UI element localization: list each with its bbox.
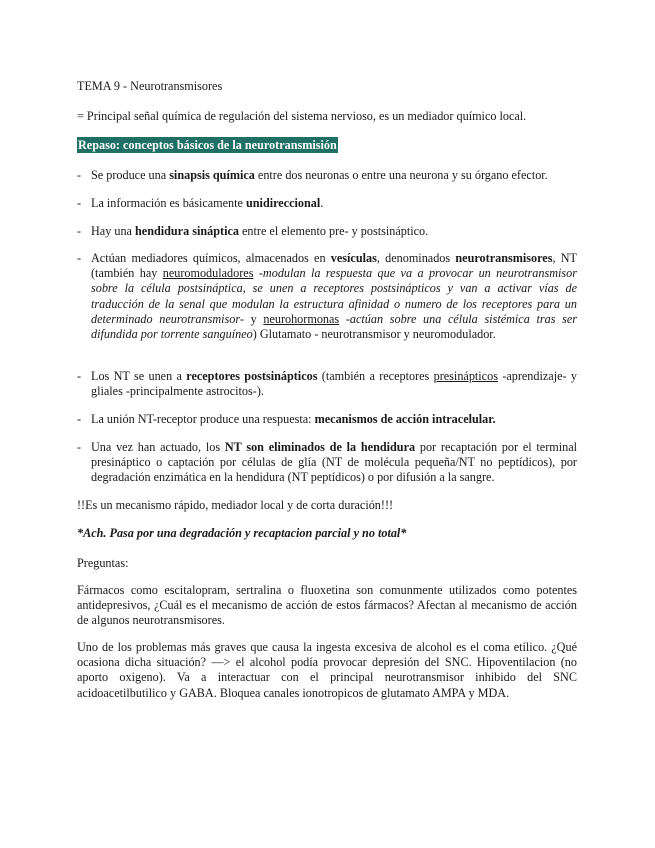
- bullet-item: [77, 369, 577, 399]
- bold-term: unidireccional: [246, 196, 321, 210]
- bullet-dash: -: [77, 412, 82, 426]
- bullet-item: [77, 251, 577, 342]
- bullet-text: Actúan mediadores químicos, almacenados en vesículas, denominados neurotransmisores, NT (también hay neuromoduladores -modulan la respuesta que va a provocar un neurotransmisor sobre la célula postsináptica, se unen a receptores postsinápticos y van a activar vías de traducción de la senal que modulan la estructura afinidad o numero de los receptores para un determinado neurotransmisor- y neurohormonas -actúan sobre una célula sistémica tras ser difundida por torrente sanguíneo) Glutamato - neurotransmisor y neuromodulador.: [91, 251, 578, 342]
- bullet-text: La unión NT-receptor produce una respuesta: mecanismos de acción intracelular.: [91, 412, 496, 426]
- note-line: *Ach. Pasa por una degradación y recaptacion parcial y no total*: [77, 526, 407, 540]
- bold-term: mecanismos de acción intracelular.: [314, 412, 496, 426]
- bullet-dash: -: [77, 224, 82, 238]
- question-paragraph: Uno de los problemas más graves que causa la ingesta excesiva de alcohol es el coma etílico. ¿Qué ocasiona dicha situación? —> el alcohol podía provocar depresión del SNC. Hipoventilacion (no aporto oxigeno). Va a interactuar con el principal neurotransmisor inhibido del SNC acidoacetilbutilico y GABA. Bloquea canales ionotropicos de glutamato AMPA y MDA.: [77, 640, 577, 700]
- bullet-dash: -: [77, 369, 82, 383]
- bullet-item: [77, 196, 577, 211]
- bullet-dash: -: [77, 168, 82, 182]
- italic-explanation: -modulan la respuesta que va a provocar un neurotransmisor sobre la célula postsináptica, se unen a receptores postsinápticos y van a activar vías de traducción de la senal que modulan la estructura afinidad o numero de los receptores para un determinado neurotransmisor-: [91, 266, 577, 326]
- bullet-dash: -: [77, 440, 82, 454]
- bullet-text: Hay una hendidura sináptica entre el elemento pre- y postsináptico.: [91, 224, 429, 238]
- bullet-text: Una vez han actuado, los NT son eliminados de la hendidura por recaptación por el terminal presináptico o captación por células de glía (NT de molécula pequeña/NT no peptídicos), por degradación enzimática en la hendidura (NT peptídicos) o por difusión a la sangre.: [91, 440, 578, 485]
- bullet-text: La información es básicamente unidireccional.: [91, 196, 324, 210]
- bullet-dash: -: [77, 196, 82, 210]
- bullet-dash: -: [77, 251, 82, 265]
- questions-label: Preguntas:: [77, 556, 129, 570]
- underlined-term: neurohormonas: [263, 311, 340, 326]
- question-paragraph: Fármacos como escitalopram, sertralina o fluoxetina son comunmente utilizados como potentes antidepresivos, ¿Cuál es el mecanismo de acción de estos fármacos? Afectan al mecanismo de acción de algunos neurotransmisores.: [77, 583, 577, 628]
- bullet-item: [77, 224, 577, 239]
- bold-term: neurotransmisores: [455, 251, 553, 265]
- bullet-item: [77, 440, 577, 486]
- bold-term: NT son eliminados de la hendidura: [224, 440, 416, 454]
- bullet-item: [77, 168, 577, 183]
- document-title: TEMA 9 - Neurotransmisores: [77, 79, 223, 93]
- underlined-term: neuromoduladores: [162, 266, 254, 281]
- bullet-text: Los NT se unen a receptores postsinápticos (también a receptores presinápticos -aprendizaje- y gliales -principalmente astrocitos-).: [91, 369, 577, 399]
- bold-term: hendidura sináptica: [135, 224, 239, 238]
- section-heading-row: [77, 138, 577, 153]
- section-heading: Repaso: conceptos básicos de la neurotransmisión: [78, 138, 337, 152]
- bullet-text: Se produce una sinapsis química entre dos neuronas o entre una neurona y su órgano efector.: [91, 168, 548, 182]
- italic-explanation: -actúan sobre una célula sistémica tras ser difundida por torrente sanguíneo: [91, 311, 578, 342]
- exclamation-line: !!Es un mecanismo rápido, mediador local y de corta duración!!!: [77, 498, 394, 512]
- bullet-item: [77, 412, 577, 427]
- definition-line: = Principal señal química de regulación del sistema nervioso, es un mediador químico local.: [77, 109, 527, 123]
- bold-term: vesículas: [330, 251, 377, 265]
- bold-term: receptores postsinápticos: [186, 369, 318, 383]
- bold-term: sinapsis química: [169, 168, 255, 182]
- underlined-term: presinápticos: [433, 369, 498, 383]
